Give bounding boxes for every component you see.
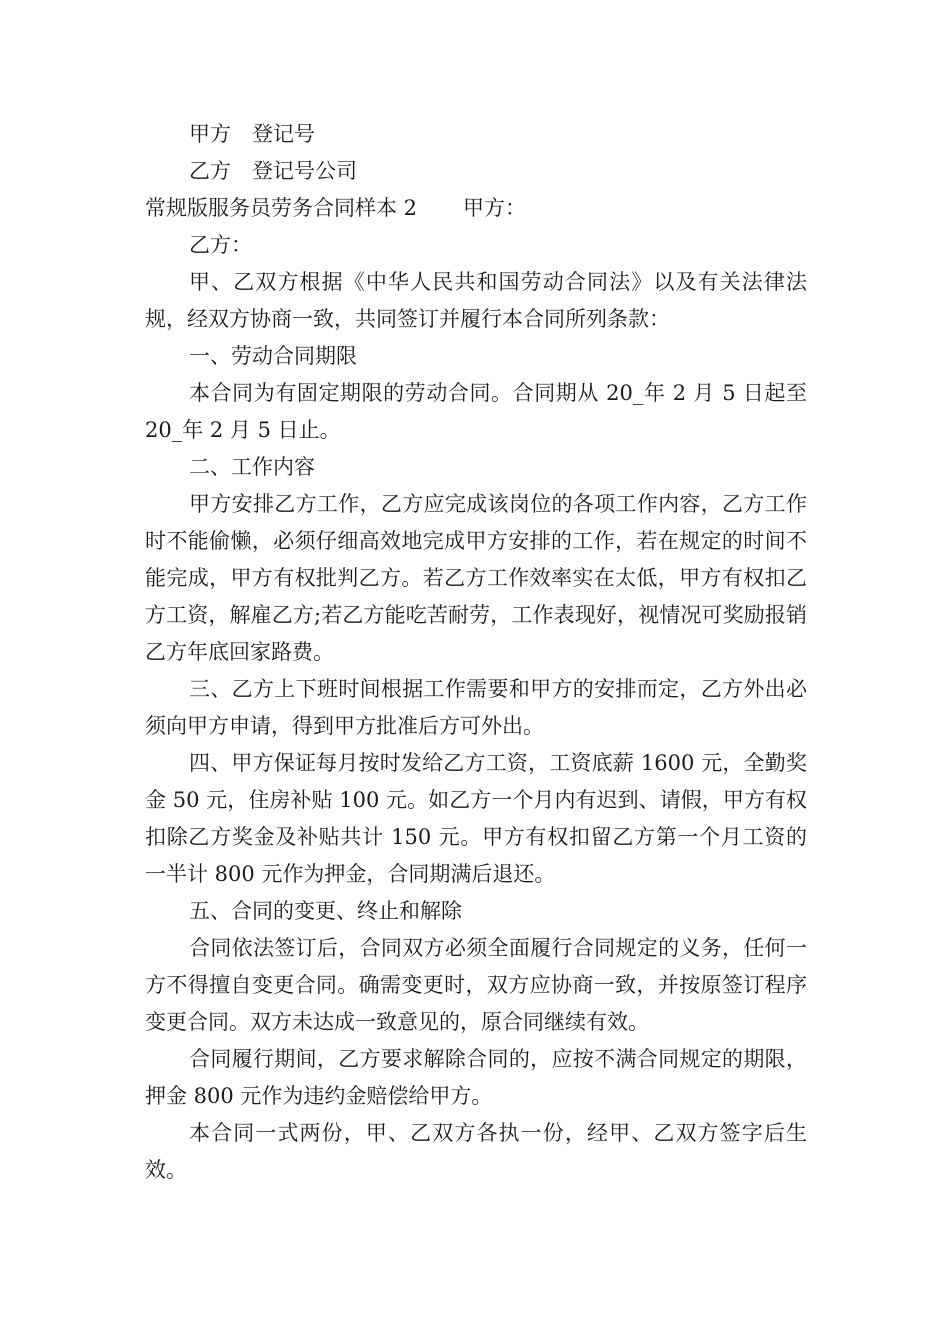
party-b-label: 乙方：: [189, 233, 252, 257]
paragraph-changes: 合同依法签订后，合同双方必须全面履行合同规定的义务，任何一方不得擅自变更合同。确需变更时，双方应协商一致，并按原签订程序变更合同。双方未达成一致意见的，原合同继续有效。: [145, 936, 807, 1034]
party-a-label: 甲方：: [463, 196, 527, 220]
section-heading-work-content: 二、工作内容: [189, 455, 315, 479]
paragraph-preamble: 甲、乙双方根据《中华人民共和国劳动合同法》以及有关法律法规，经双方协商一致，共同签订并履行本合同所列条款：: [145, 270, 807, 331]
paragraph-work-content: 甲方安排乙方工作，乙方应完成该岗位的各项工作内容，乙方工作时不能偷懒，必须仔细高效地完成甲方安排的工作，若在规定的时间不能完成，甲方有权批判乙方。若乙方工作效率实在太低，甲方有权扣乙方工资，解雇乙方;若乙方能吃苦耐劳，工作表现好，视情况可奖励报销乙方年底回家路费。: [145, 492, 807, 664]
paragraph-working-hours: 三、乙方上下班时间根据工作需要和甲方的安排而定，乙方外出必须向甲方申请，得到甲方批准后方可外出。: [145, 677, 807, 738]
document-body: [145, 116, 807, 1189]
section-heading-changes: 五、合同的变更、终止和解除: [189, 899, 462, 923]
paragraph-termination: 合同履行期间，乙方要求解除合同的，应按不满合同规定的期限，押金 800 元作为违约金赔偿给甲方。: [145, 1047, 807, 1108]
paragraph-wages: 四、甲方保证每月按时发给乙方工资，工资底薪 1600 元，全勤奖金 50 元，住房补贴 100 元。如乙方一个月内有迟到、请假，甲方有权扣除乙方奖金及补贴共计 150 元。甲方有权扣留乙方第一个月工资的一半计 800 元作为押金，合同期满后退还。: [145, 751, 807, 886]
section-heading-contract-term: 一、劳动合同期限: [189, 344, 357, 368]
header-line-party-a-registration: 甲方 登记号: [189, 122, 315, 146]
document-title: 常规版服务员劳务合同样本 2: [145, 196, 418, 220]
title-line: [145, 190, 807, 227]
paragraph-contract-term: 本合同为有固定期限的劳动合同。合同期从 20_年 2 月 5 日起至 20_年 2 月 5 日止。: [145, 381, 807, 442]
header-line-party-b-registration: 乙方 登记号公司: [189, 159, 357, 183]
paragraph-copies: 本合同一式两份，甲、乙双方各执一份，经甲、乙双方签字后生效。: [145, 1121, 807, 1182]
